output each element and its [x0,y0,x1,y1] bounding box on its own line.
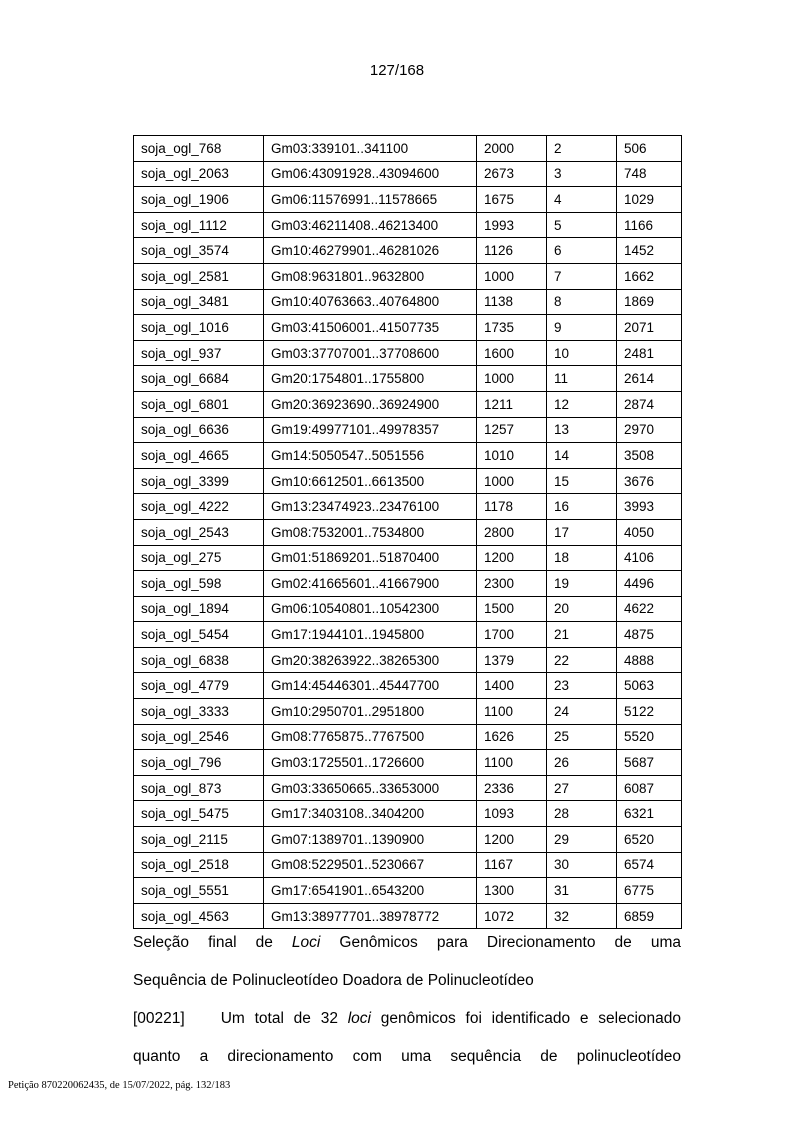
table-cell: 3676 [617,468,682,494]
table-cell: 3 [547,161,617,187]
table-cell: soja_ogl_2063 [134,161,264,187]
table-row [134,315,682,341]
table-cell: 6775 [617,878,682,904]
table-row [134,187,682,213]
table-cell: 5520 [617,724,682,750]
table-row [134,647,682,673]
table-cell: 16 [547,494,617,520]
text-segment: Um total de 32 [220,1010,348,1027]
table-cell: 8 [547,289,617,315]
table-cell: Gm19:49977101..49978357 [264,417,477,443]
table-cell: 506 [617,136,682,162]
table-cell: 6574 [617,852,682,878]
table-cell: soja_ogl_5551 [134,878,264,904]
table-row [134,750,682,776]
table-cell: soja_ogl_796 [134,750,264,776]
table-cell: 2614 [617,366,682,392]
table-cell: 1700 [477,622,547,648]
table-cell: 1200 [477,827,547,853]
page-number: 127/168 [369,62,425,79]
table-cell: Gm17:6541901..6543200 [264,878,477,904]
table-cell: Gm08:9631801..9632800 [264,263,477,289]
table-cell: soja_ogl_275 [134,545,264,571]
paragraph-line [133,1038,681,1076]
table-cell: soja_ogl_4563 [134,903,264,929]
table-cell: Gm13:38977701..38978772 [264,903,477,929]
table-cell: Gm03:41506001..41507735 [264,315,477,341]
table-cell: Gm17:1944101..1945800 [264,622,477,648]
table-cell: Gm10:2950701..2951800 [264,699,477,725]
table-cell: 1500 [477,596,547,622]
table-cell: 4106 [617,545,682,571]
table-cell: 31 [547,878,617,904]
paragraph-line [133,1000,681,1038]
table-cell: soja_ogl_768 [134,136,264,162]
table-cell: Gm10:46279901..46281026 [264,238,477,264]
table-cell: Gm08:7532001..7534800 [264,519,477,545]
table-cell: 2874 [617,391,682,417]
table-cell: 1000 [477,468,547,494]
table-cell: Gm03:339101..341100 [264,136,477,162]
italic-text: Loci [291,934,321,951]
table-cell: Gm02:41665601..41667900 [264,571,477,597]
table-row [134,238,682,264]
table-row [134,391,682,417]
table-cell: soja_ogl_2543 [134,519,264,545]
ogl-table-body [134,136,682,929]
table-cell: 1675 [477,187,547,213]
table-cell: 1178 [477,494,547,520]
table-cell: soja_ogl_6838 [134,647,264,673]
table-cell: 1257 [477,417,547,443]
table-cell: 2970 [617,417,682,443]
table-cell: 28 [547,801,617,827]
table-cell: 19 [547,571,617,597]
table-cell: 11 [547,366,617,392]
table-cell: Gm07:1389701..1390900 [264,827,477,853]
table-cell: 2336 [477,775,547,801]
petition-footer: Petição 870220062435, de 15/07/2022, pág. 132/183 [8,1080,231,1091]
table-cell: soja_ogl_2518 [134,852,264,878]
table-cell: soja_ogl_937 [134,340,264,366]
table-row [134,801,682,827]
table-cell: soja_ogl_873 [134,775,264,801]
table-cell: 22 [547,647,617,673]
table-cell: soja_ogl_5454 [134,622,264,648]
table-cell: Gm14:45446301..45447700 [264,673,477,699]
table-cell: 2800 [477,519,547,545]
table-row [134,724,682,750]
table-cell: 1000 [477,263,547,289]
table-row [134,289,682,315]
table-cell: 1138 [477,289,547,315]
table-cell: Gm20:38263922..38265300 [264,647,477,673]
table-cell: 1662 [617,263,682,289]
table-cell: 6 [547,238,617,264]
table-cell: Gm17:3403108..3404200 [264,801,477,827]
table-cell: 6321 [617,801,682,827]
table-row [134,622,682,648]
table-cell: Gm06:11576991..11578665 [264,187,477,213]
table-row [134,775,682,801]
heading-line [133,924,681,962]
table-cell: soja_ogl_6801 [134,391,264,417]
text-segment: Genômicos para Direcionamento de uma [320,934,682,951]
table-cell: 4050 [617,519,682,545]
table-cell: 1626 [477,724,547,750]
table-cell: 4622 [617,596,682,622]
table-cell: 26 [547,750,617,776]
table-cell: 30 [547,852,617,878]
table-cell: 1600 [477,340,547,366]
body-text-block [133,924,681,1076]
table-row [134,878,682,904]
table-cell: Gm03:37707001..37708600 [264,340,477,366]
table-row [134,571,682,597]
table-row [134,596,682,622]
table-cell: 3993 [617,494,682,520]
table-cell: Gm03:46211408..46213400 [264,212,477,238]
table-cell: 4875 [617,622,682,648]
table-cell: 2 [547,136,617,162]
table-cell: 4 [547,187,617,213]
table-cell: Gm08:5229501..5230667 [264,852,477,878]
table-cell: soja_ogl_6684 [134,366,264,392]
table-cell: Gm06:43091928..43094600 [264,161,477,187]
italic-text: loci [347,1010,371,1027]
table-cell: soja_ogl_1016 [134,315,264,341]
table-row [134,161,682,187]
table-cell: 1869 [617,289,682,315]
table-cell: 1993 [477,212,547,238]
table-cell: soja_ogl_2581 [134,263,264,289]
table-cell: Gm06:10540801..10542300 [264,596,477,622]
table-row [134,673,682,699]
text-segment: quanto a direcionamento com uma sequência de polinucleotídeo [133,1048,681,1065]
table-cell: 1735 [477,315,547,341]
table-cell: 1100 [477,750,547,776]
table-cell: 24 [547,699,617,725]
table-cell: 2481 [617,340,682,366]
table-cell: 5 [547,212,617,238]
table-cell: 21 [547,622,617,648]
table-cell: 1126 [477,238,547,264]
table-cell: soja_ogl_3333 [134,699,264,725]
table-cell: 17 [547,519,617,545]
table-cell: soja_ogl_6636 [134,417,264,443]
text-segment: genômicos foi identificado e selecionado [371,1010,681,1027]
table-cell: 14 [547,443,617,469]
table-cell: 2000 [477,136,547,162]
table-cell: 1200 [477,545,547,571]
table-cell: soja_ogl_3574 [134,238,264,264]
table-row [134,212,682,238]
table-cell: 2300 [477,571,547,597]
table-cell: soja_ogl_1112 [134,212,264,238]
table-cell: 6859 [617,903,682,929]
table-cell: 9 [547,315,617,341]
table-cell: Gm01:51869201..51870400 [264,545,477,571]
table-cell: soja_ogl_5475 [134,801,264,827]
table-cell: soja_ogl_4779 [134,673,264,699]
table-cell: 1211 [477,391,547,417]
table-cell: soja_ogl_2115 [134,827,264,853]
table-row [134,519,682,545]
table-cell: 2071 [617,315,682,341]
table-cell: Gm20:1754801..1755800 [264,366,477,392]
table-cell: 748 [617,161,682,187]
table-row [134,494,682,520]
table-cell: soja_ogl_3481 [134,289,264,315]
table-cell: 32 [547,903,617,929]
table-cell: 2673 [477,161,547,187]
text-segment: [00221] [133,1010,185,1027]
table-cell: 13 [547,417,617,443]
table-cell: soja_ogl_4222 [134,494,264,520]
table-cell: 1166 [617,212,682,238]
table-cell: 1452 [617,238,682,264]
table-cell: soja_ogl_4665 [134,443,264,469]
table-cell: 6087 [617,775,682,801]
text-segment: Sequência de Polinucleotídeo Doadora de Polinucleotídeo [133,972,534,989]
text-segment: Seleção final de [133,934,292,951]
table-cell: 29 [547,827,617,853]
table-cell: 1093 [477,801,547,827]
table-row [134,827,682,853]
table-cell: soja_ogl_3399 [134,468,264,494]
table-cell: Gm03:1725501..1726600 [264,750,477,776]
table-cell: 4496 [617,571,682,597]
table-cell: 1010 [477,443,547,469]
table-cell: 3508 [617,443,682,469]
table-cell: Gm14:5050547..5051556 [264,443,477,469]
table-cell: Gm03:33650665..33653000 [264,775,477,801]
table-row [134,468,682,494]
table-cell: 12 [547,391,617,417]
table-cell: Gm10:6612501..6613500 [264,468,477,494]
table-cell: soja_ogl_1906 [134,187,264,213]
table-cell: Gm20:36923690..36924900 [264,391,477,417]
table-cell: 6520 [617,827,682,853]
table-cell: Gm13:23474923..23476100 [264,494,477,520]
table-cell: 1300 [477,878,547,904]
table-cell: 15 [547,468,617,494]
table-cell: 25 [547,724,617,750]
table-cell: Gm08:7765875..7767500 [264,724,477,750]
table-row [134,417,682,443]
table-cell: 5122 [617,699,682,725]
table-row [134,136,682,162]
table-cell: 1000 [477,366,547,392]
table-cell: soja_ogl_2546 [134,724,264,750]
table-cell: 23 [547,673,617,699]
table-cell: 5687 [617,750,682,776]
table-row [134,443,682,469]
table-cell: soja_ogl_1894 [134,596,264,622]
table-cell: 5063 [617,673,682,699]
table-row [134,545,682,571]
table-row [134,852,682,878]
table-cell: soja_ogl_598 [134,571,264,597]
table-cell: 7 [547,263,617,289]
table-cell: 1100 [477,699,547,725]
table-cell: 4888 [617,647,682,673]
table-cell: 1167 [477,852,547,878]
table-cell: 1379 [477,647,547,673]
table-cell: 27 [547,775,617,801]
table-cell: 1072 [477,903,547,929]
table-row [134,699,682,725]
table-cell: 18 [547,545,617,571]
ogl-loci-table [133,135,682,929]
table-cell: 1029 [617,187,682,213]
table-cell: 1400 [477,673,547,699]
table-row [134,340,682,366]
table-cell: 10 [547,340,617,366]
heading-line [133,962,681,1000]
table-cell: Gm10:40763663..40764800 [264,289,477,315]
table-cell: 20 [547,596,617,622]
table-row [134,263,682,289]
table-row [134,366,682,392]
